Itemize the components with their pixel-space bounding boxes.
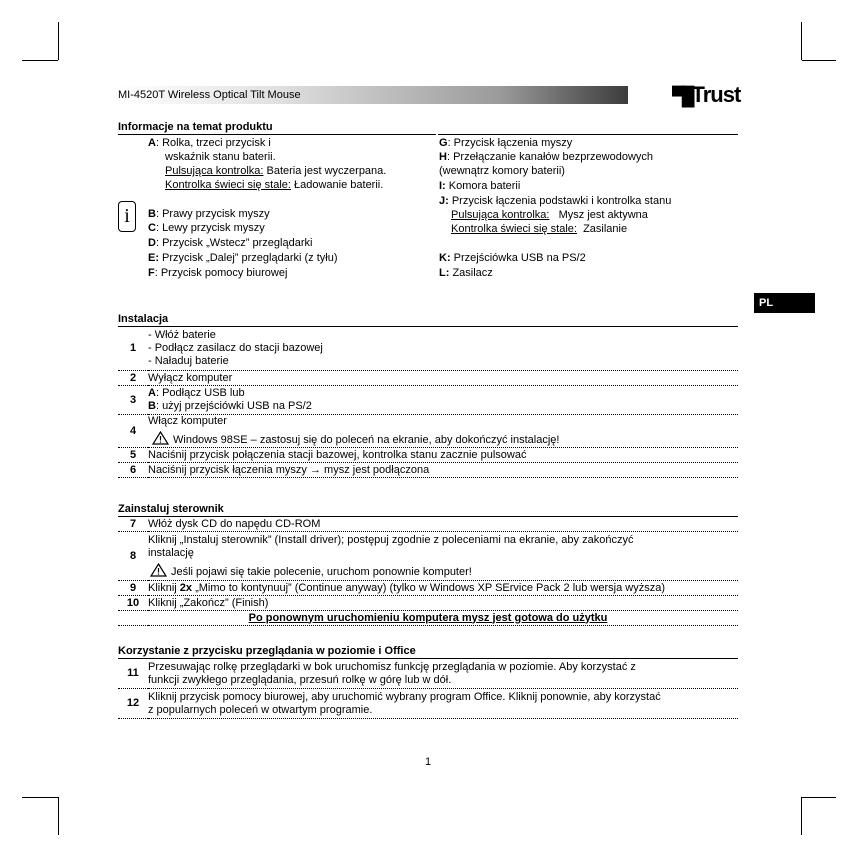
step-text: Kliknij przycisk pomocy biurowej, aby uruchomić wybrany program Office. Kliknij ponownie, aby korzystać: [148, 690, 661, 703]
step-row: [118, 463, 738, 478]
info-item: (wewnątrz komory baterii): [439, 165, 565, 177]
step-row: [118, 448, 738, 463]
info-item: wskaźnik stanu baterii.: [165, 151, 276, 163]
step-text: B: użyj przejściówki USB na PS/2: [148, 400, 312, 412]
step-number: 8: [129, 549, 137, 562]
step-text: Włóż dysk CD do napędu CD-ROM: [148, 517, 321, 530]
step-row: [118, 596, 738, 611]
step-text: Wyłącz komputer: [148, 371, 233, 384]
warning-icon: [150, 563, 167, 577]
step-text: Włącz komputer: [148, 415, 227, 427]
step-text: Naciśnij przycisk łączenia myszy → mysz jest podłączona: [148, 463, 430, 476]
info-item: G: Przycisk łączenia myszy: [439, 137, 573, 149]
page-number: 1: [425, 756, 432, 768]
section-title-product-info: Informacje na temat produktu: [118, 121, 273, 133]
step-text: Przesuwając rolkę przeglądarki w bok uruchomisz funkcję przeglądania w poziomie. Aby korzystać z: [148, 660, 636, 673]
step-text: - Podłącz zasilacz do stacji bazowej: [148, 342, 323, 354]
trust-logo: ▀█Trust: [672, 82, 741, 107]
step-row: [118, 517, 738, 532]
step-number: 3: [129, 393, 137, 406]
crop-mark: [802, 60, 836, 61]
crop-mark: [801, 797, 802, 835]
section-title-driver: Zainstaluj sterownik: [118, 503, 224, 515]
step-number: 6: [129, 463, 137, 476]
installation-steps: [118, 326, 738, 478]
step-number: 5: [129, 448, 137, 461]
warning-text: Jeśli pojawi się takie polecenie, uruchom ponownie komputer!: [171, 565, 472, 578]
step-number: 4: [129, 424, 137, 437]
step-text: - Włóż baterie: [148, 329, 216, 341]
info-item: H: Przełączanie kanałów bezprzewodowych: [439, 151, 654, 163]
info-item: Pulsująca kontrolka: Mysz jest aktywna: [451, 209, 648, 221]
step-text: instalację: [148, 546, 194, 559]
warning-icon: [152, 431, 169, 445]
step-row: [118, 581, 738, 596]
crop-mark: [802, 797, 836, 798]
info-item: E: Przycisk „Dalej” przeglądarki (z tyłu): [148, 252, 338, 264]
step-number: 1: [129, 342, 137, 354]
section-divider: [438, 134, 738, 135]
step-text: Kliknij „Zakończ” (Finish): [148, 596, 269, 609]
final-note: Po ponownym uruchomieniu komputera mysz jest gotowa do użytku: [248, 611, 608, 624]
crop-mark: [58, 22, 59, 60]
step-row: [118, 415, 738, 448]
step-text: funkcji zwykłego przeglądania, przesuń rolkę w górę lub w dół.: [148, 673, 452, 686]
crop-mark: [801, 22, 802, 60]
step-row: [118, 327, 738, 371]
info-icon: i: [118, 201, 136, 232]
step-text: A: Podłącz USB lub: [148, 387, 245, 399]
step-row: [118, 386, 738, 415]
scroll-steps: [118, 658, 738, 719]
info-item: I: Komora baterii: [439, 180, 521, 192]
crop-mark: [22, 797, 58, 798]
info-item: K: Przejściówka USB na PS/2: [439, 252, 586, 264]
step-row: [118, 689, 738, 719]
crop-mark: [22, 60, 58, 61]
info-item: L: Zasilacz: [439, 267, 493, 279]
driver-steps: [118, 516, 738, 626]
step-number: 2: [129, 371, 137, 384]
step-number: 10: [126, 596, 140, 609]
language-tab: PL: [754, 293, 815, 313]
section-title-installation: Instalacja: [118, 313, 169, 325]
crop-mark: [58, 797, 59, 835]
header-title: MI-4520T Wireless Optical Tilt Mouse: [118, 89, 301, 101]
step-row: [118, 611, 738, 626]
step-text: - Naładuj baterie: [148, 355, 229, 367]
warning-text: Windows 98SE – zastosuj się do poleceń na ekranie, aby dokończyć instalację!: [173, 434, 560, 446]
step-text: Kliknij 2x „Mimo to kontynuuj” (Continue anyway) (tylko w Windows XP SErvice Pack 2 lub wersja wyższa): [148, 581, 666, 594]
info-item: B: Prawy przycisk myszy: [148, 208, 270, 220]
info-item: J: Przycisk łączenia podstawki i kontrolka stanu: [439, 195, 672, 207]
step-row: [118, 659, 738, 689]
step-text: Naciśnij przycisk połączenia stacji bazowej, kontrolka stanu zacznie pulsować: [148, 448, 527, 461]
info-item: Kontrolka świeci się stale: Ładowanie baterii.: [165, 179, 384, 191]
section-title-scroll: Korzystanie z przycisku przeglądania w poziomie i Office: [118, 645, 416, 657]
step-text: z popularnych poleceń w otwartym programie.: [148, 703, 373, 716]
step-number: 9: [129, 581, 137, 594]
step-number: 11: [127, 667, 139, 679]
info-item: F: Przycisk pomocy biurowej: [148, 267, 288, 279]
step-row: [118, 532, 738, 581]
info-item: Kontrolka świeci się stale: Zasilanie: [451, 223, 628, 235]
step-number: 7: [129, 517, 137, 530]
step-number: 12: [126, 697, 140, 709]
step-text: Kliknij „Instaluj sterownik” (Install driver); postępuj zgodnie z poleceniami na ekranie, aby zakończyć: [148, 533, 634, 546]
info-item: D: Przycisk „Wstecz” przeglądarki: [148, 237, 313, 249]
info-item: Pulsująca kontrolka: Bateria jest wyczerpana.: [165, 165, 387, 177]
info-item: A: Rolka, trzeci przycisk i: [148, 137, 271, 149]
section-divider: [118, 134, 436, 135]
step-row: [118, 371, 738, 386]
info-item: C: Lewy przycisk myszy: [148, 222, 265, 234]
